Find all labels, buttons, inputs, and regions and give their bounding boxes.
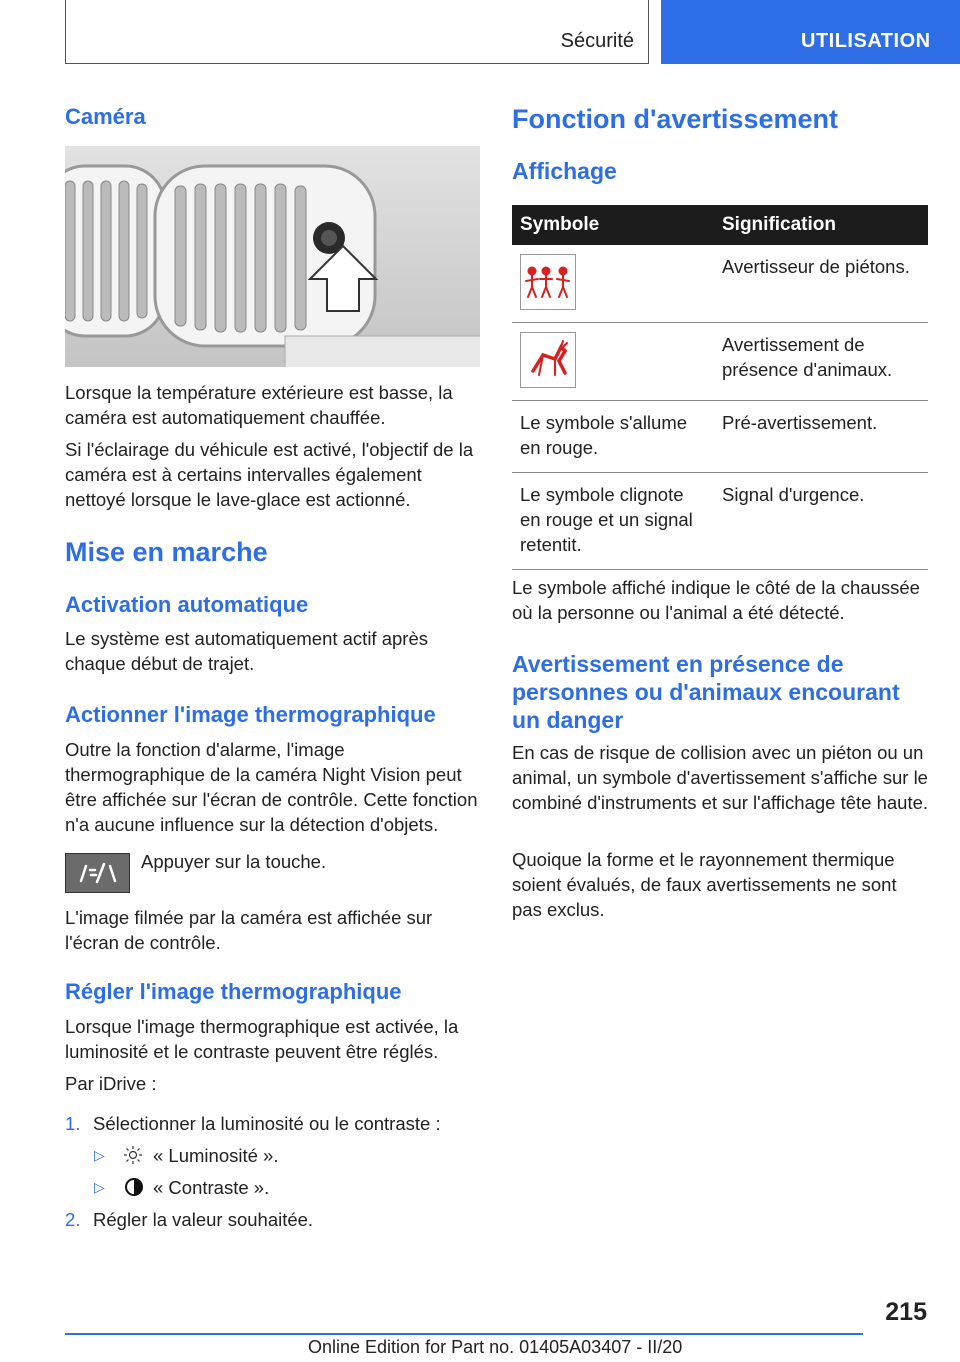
footer-divider (65, 1333, 863, 1335)
camera-grille-image (65, 146, 480, 367)
sub-2-text: « Contraste ». (153, 1177, 270, 1198)
table-cell-symbol: Le symbole s'allume en rouge. (512, 401, 714, 473)
table-row (512, 323, 928, 401)
header-tab-label: UTILISATION (801, 30, 931, 52)
idrive-text: Par iDrive : (65, 1073, 157, 1094)
contrast-icon (124, 1177, 144, 1202)
symbol-table (512, 205, 928, 570)
regler-text: Lorsque l'image thermographique est activée, la luminosité et le contraste peuvent être réglés. (65, 1016, 459, 1062)
camera-paragraph-1: Lorsque la température extérieure est basse, la caméra est automatiquement chauffée. (65, 382, 453, 428)
sub-1-text: « Luminosité ». (153, 1145, 279, 1166)
table-cell-symbol (512, 245, 714, 323)
step-2-number: 2. (65, 1209, 81, 1230)
header-section: Sécurité (560, 30, 634, 52)
step-1-text: Sélectionner la luminosité ou le contraste : (93, 1113, 441, 1134)
table-row (512, 473, 928, 570)
avertissement-paragraph-1: En cas de risque de collision avec un piéton ou un animal, un symbole d'avertissement s'affiche sur le combiné d'instruments et sur l'affichage tête haute. (512, 742, 929, 813)
fonction-heading: Fonction d'avertissement (512, 104, 838, 134)
mise-en-marche-heading: Mise en marche (65, 537, 268, 567)
header-tab (661, 0, 960, 64)
table-row (512, 401, 928, 473)
table-row (512, 245, 928, 323)
table-header-row (512, 205, 928, 245)
table-cell-meaning: Avertisseur de piétons. (714, 245, 928, 323)
page-number: 215 (885, 1298, 927, 1326)
image-display-text: L'image filmée par la caméra est affichée sur l'écran de contrôle. (65, 907, 433, 953)
step-1-number: 1. (65, 1113, 81, 1134)
sub-bullet-2: ▷ (94, 1179, 105, 1195)
pedestrian-warning-icon (520, 254, 576, 310)
after-table-text: Le symbole affiché indique le côté de la chaussée où la personne ou l'animal a été détecté. (512, 577, 920, 623)
avertissement-heading: Avertissement en présence de personnes ou d'animaux encourant un danger (512, 651, 900, 733)
activation-heading: Activation automatique (65, 592, 309, 617)
step-2-text: Régler la valeur souhaitée. (93, 1209, 314, 1230)
table-cell-meaning: Avertissement de présence d'animaux. (714, 323, 928, 401)
button-caption: Appuyer sur la touche. (141, 851, 327, 872)
animal-warning-icon (520, 332, 576, 388)
header-box (65, 0, 649, 64)
regler-heading: Régler l'image thermographique (65, 979, 402, 1004)
table-header-symbol: Symbole (512, 205, 714, 245)
footer-edition: Online Edition for Part no. 01405A03407 - II/20 (308, 1337, 683, 1357)
actionner-text: Outre la fonction d'alarme, l'image thermographique de la caméra Night Vision peut être affichée sur l'écran de contrôle. Cette fonction n'a aucune influence sur la détection d'objets. (65, 739, 478, 835)
table-cell-symbol (512, 323, 714, 401)
affichage-heading: Affichage (512, 158, 617, 184)
camera-paragraph-2: Si l'éclairage du véhicule est activé, l'objectif de la caméra est à certains intervalles également nettoyé lorsque le lave-glace est actionné. (65, 439, 474, 510)
activation-text: Le système est automatiquement actif après chaque début de trajet. (65, 628, 428, 674)
brightness-icon (123, 1145, 143, 1170)
table-cell-meaning: Pré-avertissement. (714, 401, 928, 473)
camera-heading: Caméra (65, 104, 146, 129)
avertissement-paragraph-2: Quoique la forme et le rayonnement thermique soient évalués, de faux avertissements ne sont pas exclus. (512, 849, 897, 920)
sub-bullet-1: ▷ (94, 1147, 105, 1163)
table-cell-meaning: Signal d'urgence. (714, 473, 928, 570)
night-vision-button-icon (65, 853, 130, 893)
table-cell-symbol: Le symbole clignote en rouge et un signal retentit. (512, 473, 714, 570)
table-header-meaning: Signification (714, 205, 928, 245)
actionner-heading: Actionner l'image thermographique (65, 702, 436, 727)
